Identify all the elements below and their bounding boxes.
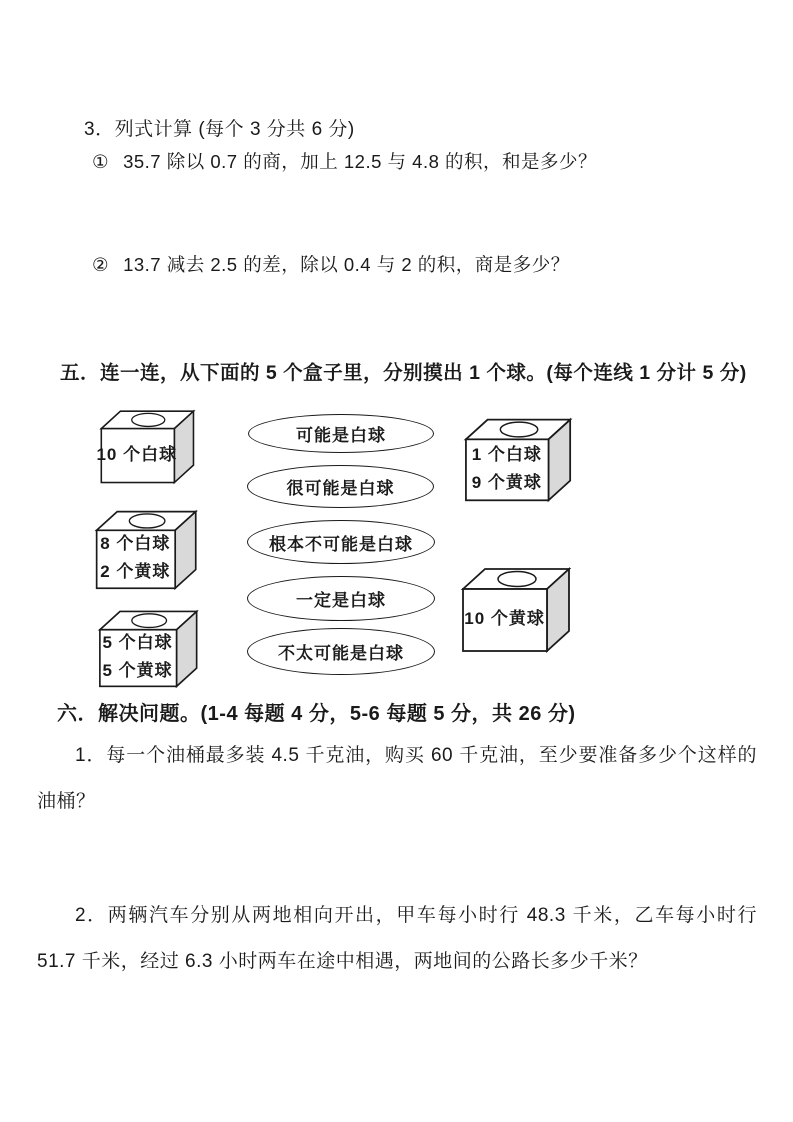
probability-oval-2 [247, 465, 434, 508]
oval-label: 不太可能是白球 [278, 644, 404, 663]
section3-item-2 [92, 251, 570, 277]
item-2-text: 13.7 减去 2.5 的差，除以 0.4 与 2 的积，商是多少？ [123, 254, 570, 275]
probability-oval-3 [247, 520, 435, 564]
item-1-number: ① [92, 151, 110, 172]
box-label [95, 428, 179, 482]
box-label [92, 529, 179, 587]
section3-item-1 [92, 148, 597, 174]
oval-label: 根本不可能是白球 [269, 534, 413, 554]
ball-box-1-white-9-yellow [462, 413, 580, 505]
ball-box-10-yellow [459, 563, 579, 655]
problem-2: 2．两辆汽车分别从两地相向开出，甲车每小时行 48.3 千米，乙车每小时行 51.7 千米，经过 6.3 小时两车在途中相遇，两地间的公路长多少千米？ [37, 905, 757, 972]
section5-heading: 五．连一连，从下面的 5 个盒子里，分别摸出 1 个球。(每个连线 1 分计 5 分) [60, 362, 747, 384]
box-label-line1: 5 个白球 [102, 633, 173, 653]
ball-box-8-white-2-yellow [92, 506, 206, 592]
item-1-text: 35.7 除以 0.7 的商，加上 12.5 与 4.8 的积，和是多少？ [123, 151, 598, 172]
oval-label: 很可能是白球 [286, 479, 395, 498]
box-label-line2: 2 个黄球 [100, 562, 171, 582]
box-label [459, 588, 550, 651]
section3-heading: 3．列式计算 (每个 3 分共 6 分) [84, 119, 355, 140]
probability-oval-1 [248, 414, 434, 453]
problem-1: 1．每一个油桶最多装 4.5 千克油，购买 60 千克油，至少要准备多少个这样的油桶？ [37, 745, 757, 812]
box-label-line2: 5 个黄球 [102, 661, 173, 681]
box-label-line1: 8 个白球 [100, 534, 171, 554]
matching-diagram [0, 400, 793, 692]
probability-oval-5 [247, 628, 435, 675]
box-label-line1: 10 个黄球 [464, 609, 545, 629]
oval-label: 一定是白球 [296, 591, 386, 610]
probability-oval-4 [247, 576, 435, 621]
ball-box-5-white-5-yellow [95, 606, 207, 690]
box-label-line2: 9 个黄球 [471, 473, 542, 493]
box-label [95, 629, 180, 686]
box-label [462, 438, 552, 501]
box-label-line1: 10 个白球 [96, 444, 178, 464]
item-2-number: ② [92, 254, 110, 275]
box-label-line1: 1 个白球 [471, 445, 542, 465]
section6-heading: 六．解决问题。(1-4 每题 4 分，5-6 每题 5 分，共 26 分) [57, 703, 576, 725]
oval-label: 可能是白球 [296, 426, 386, 445]
ball-box-10-white [95, 406, 205, 486]
